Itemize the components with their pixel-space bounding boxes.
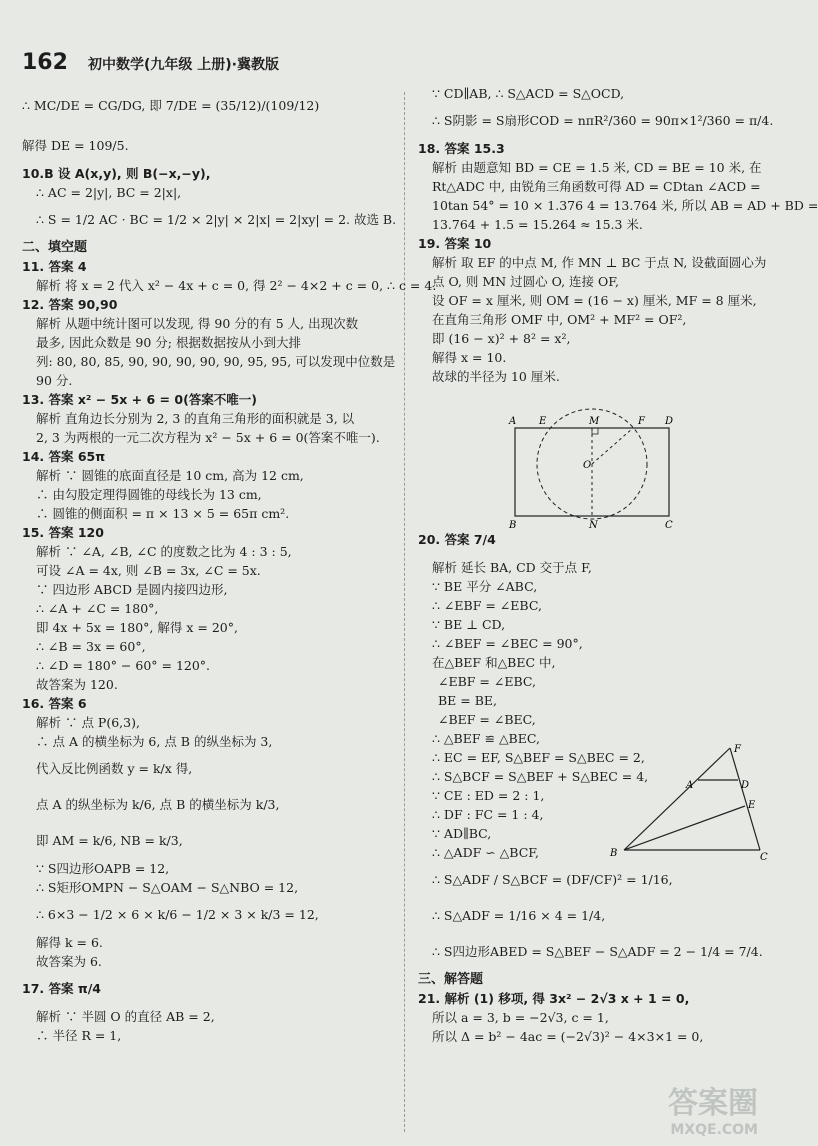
segment-bf (624, 748, 730, 850)
section-heading: 二、填空题 (22, 240, 88, 255)
text-line: 在直角三角形 OMF 中, OM² + MF² = OF², (432, 312, 687, 327)
text-line: 列: 80, 80, 85, 90, 90, 90, 90, 90, 95, 95, 可以发现中位数是 (36, 354, 396, 369)
text-line: ∵ BE 平分 ∠ABC, (432, 579, 538, 594)
text-line: ∴ ∠D = 180° − 60° = 120°. (36, 658, 211, 673)
text-line: 所以 Δ = b² − 4ac = (−2√3)² − 4×3×1 = 0, (432, 1029, 704, 1044)
text-line: ∴ S△ADF / S△BCF = (DF/CF)² = 1/16, (432, 872, 673, 887)
page-number: 162 (22, 50, 68, 75)
answer-16: 16. 答案 6 (22, 696, 87, 711)
text-line: 解析 将 x = 2 代入 x² − 4x + c = 0, 得 2² − 4×2 + c = 0, ∴ c = 4. (36, 278, 437, 293)
answer-11: 11. 答案 4 (22, 259, 87, 274)
label-e: E (748, 800, 756, 811)
answer-13: 13. 答案 x² − 5x + 6 = 0(答案不唯一) (22, 392, 257, 407)
text-line: 解得 k = 6. (36, 935, 103, 950)
label-o: O (583, 460, 592, 471)
label-f: F (734, 744, 741, 755)
text-line: 10tan 54° = 10 × 1.376 4 = 13.764 米, 所以 AB = AD + BD = (432, 198, 818, 213)
segment-be (624, 806, 745, 850)
text-line: 解得 DE = 109/5. (22, 138, 129, 153)
label-f: F (638, 416, 645, 427)
text-line: 点 O, 则 MN 过圆心 O, 连接 OF, (432, 274, 619, 289)
text-line: 故答案为 120. (36, 677, 118, 692)
label-e: E (539, 416, 547, 427)
watermark-url: MXQE.COM (670, 1122, 758, 1138)
text-line: ∴ △ADF ∽ △BCF, (432, 845, 539, 860)
text-line: 即 (16 − x)² + 8² = x², (432, 331, 571, 346)
text-line: ∵ CD∥AB, ∴ S△ACD = S△OCD, (432, 86, 625, 101)
text-line: 2, 3 为两根的一元二次方程为 x² − 5x + 6 = 0(答案不唯一). (36, 430, 380, 445)
question-10: 10.B 设 A(x,y), 则 B(−x,−y), (22, 166, 211, 181)
segment-fc (730, 748, 760, 850)
text-line: ∴ S四边形ABED = S△BEF − S△ADF = 2 − 1/4 = 7/4. (432, 944, 763, 959)
text-line: ∵ CE : ED = 2 : 1, (432, 788, 545, 803)
text-line: ∴ ∠A + ∠C = 180°, (36, 601, 159, 616)
text-line: ∠EBF = ∠EBC, (438, 674, 536, 689)
text-line: 解析 从题中统计图可以发现, 得 90 分的有 5 人, 出现次数 (36, 316, 359, 331)
answer-20: 20. 答案 7/4 (418, 532, 496, 547)
label-d: D (665, 416, 674, 427)
book-title: 初中数学(九年级 上册)·冀教版 (88, 57, 279, 73)
text-line: ∴ 点 A 的横坐标为 6, 点 B 的纵坐标为 3, (36, 734, 273, 749)
right-angle-mark (592, 428, 598, 434)
text-line: 解析 ∵ 半圆 O 的直径 AB = 2, (36, 1009, 215, 1024)
text-line: 解析 ∵ 圆锥的底面直径是 10 cm, 高为 12 cm, (36, 468, 304, 483)
text-line: 所以 a = 3, b = −2√3, c = 1, (432, 1010, 609, 1025)
right-column (418, 84, 818, 1046)
text-line: ∵ S四边形OAPB = 12, (36, 861, 170, 876)
label-d: D (741, 780, 750, 791)
text-line: ∴ S = 1/2 AC · BC = 1/2 × 2|y| × 2|x| = 2|xy| = 2. 故选 B. (36, 212, 397, 227)
text-line: ∴ MC/DE = CG/DG, 即 7/DE = (35/12)/(109/12) (22, 98, 320, 113)
text-line: 即 4x + 5x = 180°, 解得 x = 20°, (36, 620, 238, 635)
text-line: 故答案为 6. (36, 954, 102, 969)
label-c: C (665, 520, 673, 531)
answer-17: 17. 答案 π/4 (22, 981, 101, 996)
label-b: B (509, 520, 517, 531)
text-line: 解析 ∵ 点 P(6,3), (36, 715, 140, 730)
text-line: 代入反比例函数 y = k/x 得, (36, 761, 193, 776)
label-b: B (610, 848, 618, 859)
text-line: ∴ EC = EF, S△BEF = S△BEC = 2, (432, 750, 645, 765)
text-line: ∴ 由勾股定理得圆锥的母线长为 13 cm, (36, 487, 262, 502)
text-line: ∴ ∠BEF = ∠BEC = 90°, (432, 636, 583, 651)
text-line: 解析 ∵ ∠A, ∠B, ∠C 的度数之比为 4 : 3 : 5, (36, 544, 292, 559)
text-line: ∴ DF : FC = 1 : 4, (432, 807, 544, 822)
column-divider (404, 92, 405, 1132)
text-line: 90 分. (36, 373, 73, 388)
text-line: 最多, 因此众数是 90 分; 根据数据按从小到大排 (36, 335, 301, 350)
text-line: 解析 延长 BA, CD 交于点 F, (432, 560, 592, 575)
label-n: N (589, 520, 598, 531)
text-line: ∴ ∠EBF = ∠EBC, (432, 598, 542, 613)
text-line: ∠BEF = ∠BEC, (438, 712, 536, 727)
text-line: 故球的半径为 10 厘米. (432, 369, 560, 384)
text-line: ∴ S阴影 = S扇形COD = nπR²/360 = 90π×1²/360 = π/4. (432, 113, 774, 128)
question-21: 21. 解析 (1) 移项, 得 3x² − 2√3 x + 1 = 0, (418, 991, 690, 1006)
text-line: 即 AM = k/6, NB = k/3, (36, 833, 183, 848)
text-line: ∴ ∠B = 3x = 60°, (36, 639, 146, 654)
text-line: 解析 取 EF 的中点 M, 作 MN ⊥ BC 于点 N, 设截面圆心为 (432, 255, 767, 270)
figure-20-diagram (604, 740, 768, 864)
answer-15: 15. 答案 120 (22, 525, 104, 540)
text-line: 设 OF = x 厘米, 则 OM = (16 − x) 厘米, MF = 8 厘米, (432, 293, 757, 308)
answer-14: 14. 答案 65π (22, 449, 106, 464)
label-a: A (509, 416, 517, 427)
answer-18: 18. 答案 15.3 (418, 141, 505, 156)
text-line: ∴ 圆锥的侧面积 = π × 13 × 5 = 65π cm². (36, 506, 290, 521)
text-line: 点 A 的纵坐标为 k/6, 点 B 的横坐标为 k/3, (36, 797, 280, 812)
answer-19: 19. 答案 10 (418, 236, 492, 251)
watermark (668, 1078, 758, 1138)
left-column (22, 84, 437, 1045)
text-line: ∴ 半径 R = 1, (36, 1028, 122, 1043)
text-line: Rt△ADC 中, 由锐角三角函数可得 AD = CDtan ∠ACD = (432, 179, 761, 194)
label-a: A (686, 780, 694, 791)
label-m: M (589, 416, 600, 427)
text-line: BE = BE, (438, 693, 498, 708)
text-line: ∴ △BEF ≌ △BEC, (432, 731, 540, 746)
text-line: ∵ BE ⊥ CD, (432, 617, 506, 632)
text-line: ∴ AC = 2|y|, BC = 2|x|, (36, 185, 182, 200)
text-line: 在△BEF 和△BEC 中, (432, 655, 556, 670)
text-line: ∴ S△ADF = 1/16 × 4 = 1/4, (432, 908, 606, 923)
text-line: ∴ 6×3 − 1/2 × 6 × k/6 − 1/2 × 3 × k/3 = 12, (36, 907, 319, 922)
watermark-logo: 答案圈 (668, 1086, 758, 1121)
text-line: 13.764 + 1.5 = 15.264 ≈ 15.3 米. (432, 217, 643, 232)
text-line: 解得 x = 10. (432, 350, 507, 365)
text-line: ∴ S矩形OMPN − S△OAM − S△NBO = 12, (36, 880, 299, 895)
figure-19-diagram (505, 412, 680, 532)
answer-12: 12. 答案 90,90 (22, 297, 118, 312)
text-line: ∵ AD∥BC, (432, 826, 492, 841)
text-line: ∵ 四边形 ABCD 是圆内接四边形, (36, 582, 228, 597)
section-heading: 三、解答题 (418, 972, 484, 987)
text-line: 解析 由题意知 BD = CE = 1.5 米, CD = BE = 10 米, 在 (432, 160, 762, 175)
text-line: 解析 直角边长分别为 2, 3 的直角三角形的面积就是 3, 以 (36, 411, 355, 426)
label-c: C (760, 852, 768, 863)
text-line: ∴ S△BCF = S△BEF + S△BEC = 4, (432, 769, 649, 784)
text-line: 可设 ∠A = 4x, 则 ∠B = 3x, ∠C = 5x. (36, 563, 261, 578)
